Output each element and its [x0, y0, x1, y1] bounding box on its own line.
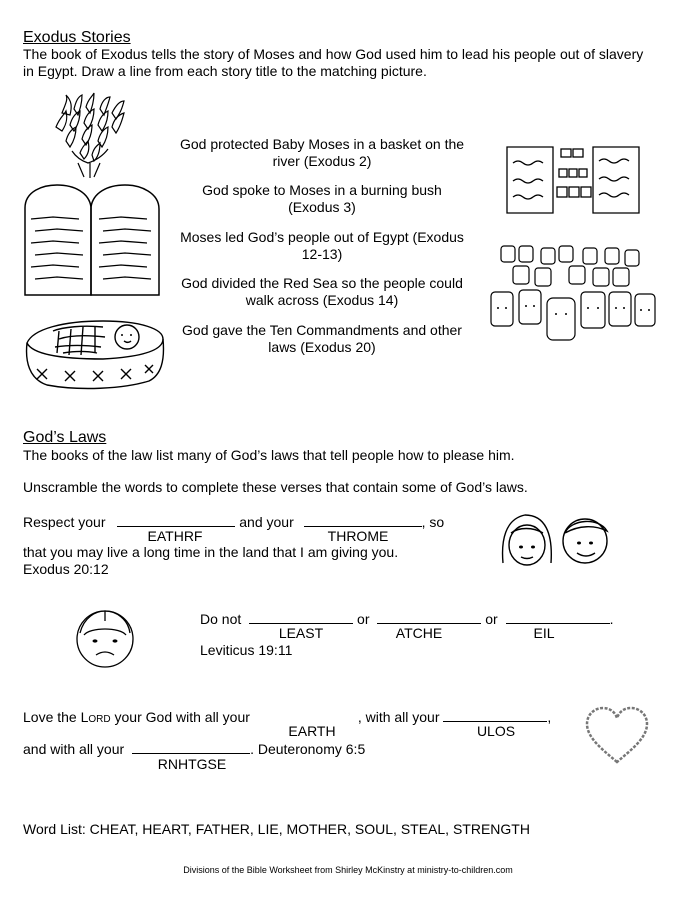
story-line: God gave the Ten Commandments and other	[182, 322, 462, 338]
story-burning-bush	[176, 182, 468, 216]
answer-blank-cheat[interactable]	[377, 609, 481, 624]
answer-blank-steal[interactable]	[249, 609, 353, 624]
verse2-text: or	[357, 611, 370, 627]
story-line: (Exodus 3)	[288, 199, 356, 215]
story-line: God protected Baby Moses in a basket on the	[179, 136, 465, 152]
verse2-reference: Leviticus 19:11	[200, 642, 293, 658]
scrambled-word: ATCHE	[395, 625, 443, 641]
scrambled-word: RNHTGSE	[157, 756, 227, 772]
scrambled-word: LEAST	[278, 625, 324, 641]
verse2-text: .	[609, 611, 614, 627]
scrambled-word: ULOS	[476, 723, 516, 739]
story-line: God spoke to Moses in a burning bush	[202, 182, 442, 198]
word-list: Word List: CHEAT, HEART, FATHER, LIE, MOTHER, SOUL, STEAL, STRENGTH	[23, 821, 530, 837]
intro-line-2: in Egypt. Draw a line from each story title to the matching picture.	[23, 63, 427, 79]
laws-intro: The books of the law list many of God’s laws that tell people how to please him.	[23, 447, 515, 463]
verse1-reference: Exodus 20:12	[23, 561, 109, 577]
story-ten-commandments	[176, 322, 468, 356]
verse1-line2: that you may live a long time in the land that I am giving you.	[23, 544, 399, 560]
section-title-exodus-stories: Exodus Stories	[23, 29, 131, 46]
lord-small-caps: Lord	[80, 709, 111, 725]
scrambled-word: THROME	[327, 528, 389, 544]
verse1-text: Respect your	[23, 514, 106, 530]
scrambled-word: EARTH	[288, 723, 336, 739]
verse3-text: Love the	[23, 709, 77, 725]
burning-bush-picture	[52, 93, 132, 179]
parents-picture	[499, 511, 609, 569]
verse3-text: , with all your	[357, 709, 440, 725]
answer-blank-strength[interactable]	[132, 739, 250, 754]
verse3-text: ,	[547, 709, 552, 725]
intro-paragraph	[23, 46, 643, 80]
sad-face-picture	[72, 607, 138, 669]
verse1-text: and your	[239, 514, 294, 530]
story-line: laws (Exodus 20)	[268, 339, 376, 355]
answer-blank-father[interactable]	[117, 512, 235, 527]
verse1-text: , so	[421, 514, 445, 530]
intro-line-1: The book of Exodus tells the story of Moses and how God used him to lead his people out of slavery	[23, 46, 644, 62]
answer-blank-mother[interactable]	[304, 512, 422, 527]
story-baby-moses	[176, 136, 468, 170]
story-red-sea	[176, 275, 468, 309]
story-line: Moses led God’s people out of Egypt (Exodus	[180, 229, 464, 245]
story-line: river (Exodus 2)	[272, 153, 372, 169]
footer-credit: Divisions of the Bible Worksheet from Shirley McKinstry at ministry-to-children.com	[183, 865, 513, 875]
story-line: walk across (Exodus 14)	[245, 292, 399, 308]
section-title-gods-laws: God’s Laws	[23, 429, 107, 446]
crowd-people-picture	[489, 242, 659, 347]
scrambled-word: EIL	[533, 625, 555, 641]
verse2-text: or	[485, 611, 498, 627]
baby-basket-picture	[23, 317, 168, 389]
verse3-text: your God with all your	[114, 709, 250, 725]
stone-tablets-picture	[23, 183, 163, 298]
verse3-text: . Deuteronomy 6:5	[250, 741, 366, 757]
verse2-text: Do not	[200, 611, 242, 627]
story-line: 12-13)	[301, 246, 343, 262]
answer-blank-soul[interactable]	[443, 707, 547, 722]
verse3-text: and with all your	[23, 741, 125, 757]
answer-blank-lie[interactable]	[506, 609, 610, 624]
story-exodus	[176, 229, 468, 263]
story-line: God divided the Red Sea so the people could	[181, 275, 463, 291]
laws-instructions: Unscramble the words to complete these verses that contain some of God’s laws.	[23, 479, 528, 495]
red-sea-picture	[505, 141, 647, 215]
heart-icon	[583, 706, 651, 766]
scrambled-word: EATHRF	[147, 528, 203, 544]
